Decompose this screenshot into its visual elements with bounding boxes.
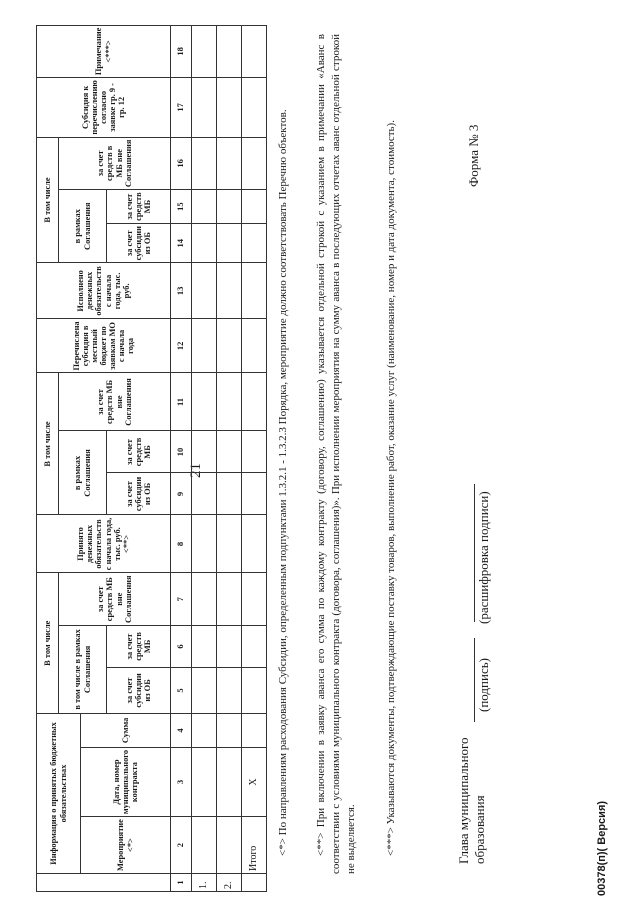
- table-cell: [192, 431, 217, 473]
- table-cell: [192, 263, 217, 319]
- column-number-row: [171, 25, 192, 891]
- mb-outside-header-16: за счет средств в МБ вне Соглашения: [59, 137, 171, 189]
- table-cell: [217, 263, 242, 319]
- signature-decode-caption: (расшифровка подписи): [476, 491, 491, 624]
- table-cell: [217, 25, 242, 78]
- table-cell: [242, 373, 267, 431]
- table-cell: [217, 78, 242, 137]
- table-cell: [217, 431, 242, 473]
- table-cell: [242, 874, 267, 892]
- table-cell: [192, 373, 217, 431]
- table-cell: [242, 263, 267, 319]
- column-number-7: 7: [171, 573, 192, 625]
- table-cell: [217, 817, 242, 874]
- executed-header: Исполнено денежных обязательств с начала года, тыс. руб.: [37, 263, 171, 319]
- table-cell: [217, 515, 242, 573]
- footnote-3: <***> Указываются документы, подтверждающие поставку товаров, выполнение работ, оказание услуг (наименование, номер и дата документа, стоимость).: [385, 120, 397, 856]
- subsidy-ob-header-9: за счет субсидии из ОБ: [107, 473, 171, 515]
- table-cell: [242, 319, 267, 373]
- column-number-10: 10: [171, 431, 192, 473]
- incl-header-14: В том числе: [37, 137, 59, 263]
- transferred-header: Перечислена субсидия в местный бюджет по заявкам МО с начала года: [37, 319, 171, 373]
- column-number-17: 17: [171, 78, 192, 137]
- event-header: Мероприятие <*>: [81, 817, 171, 874]
- column-number-12: 12: [171, 319, 192, 373]
- column-number-13: 13: [171, 263, 192, 319]
- page-number: 21: [188, 463, 204, 478]
- mb-outside-header-11: за счет средств МБ вне Соглашения: [59, 373, 171, 431]
- table-cell: [242, 573, 267, 625]
- incl-header-9: В том числе: [37, 373, 59, 515]
- table-cell: [192, 224, 217, 263]
- table-cell: [192, 319, 217, 373]
- column-number-3: 3: [171, 747, 192, 816]
- table-cell: [192, 573, 217, 625]
- table-cell: [217, 747, 242, 816]
- table-cell: [217, 224, 242, 263]
- budget-obligations-table: [36, 25, 267, 892]
- table-cell: [192, 190, 217, 224]
- note-header: Примечание <***>: [37, 25, 171, 78]
- table-cell: [217, 573, 242, 625]
- mb-outside-header-7: за счет средств МБ вне Соглашения: [59, 573, 171, 625]
- table-cell: [217, 319, 242, 373]
- table-cell: [242, 224, 267, 263]
- column-number-15: 15: [171, 190, 192, 224]
- table-cell: [192, 473, 217, 515]
- table-cell: [217, 625, 242, 667]
- total-label: Итого: [242, 817, 267, 874]
- row-number: 2.: [217, 874, 242, 892]
- column-number-14: 14: [171, 224, 192, 263]
- total-x-mark: Х: [242, 747, 267, 816]
- table-cell: [192, 713, 217, 747]
- within-agreement-header-5: в том числе в рамках Соглашения: [59, 625, 107, 713]
- table-row: [217, 25, 242, 891]
- row-number: 1.: [192, 874, 217, 892]
- accepted-header: Принято денежных обязательств с начала года, тыс. руб. <**>: [37, 515, 171, 573]
- table-cell: [192, 137, 217, 189]
- col-index-header: [37, 874, 171, 892]
- column-number-8: 8: [171, 515, 192, 573]
- table-cell: [192, 625, 217, 667]
- subsidy-ob-header-5: за счет субсидии из ОБ: [107, 667, 171, 713]
- table-cell: [192, 25, 217, 78]
- table-cell: [217, 373, 242, 431]
- mb-header-15: за счет средств МБ: [107, 190, 171, 224]
- within-agreement-header-14: в рамках Соглашения: [59, 190, 107, 263]
- footnote-2: <**> При включении в заявку аванса его сумма по каждому контракту (договору, соглашению) указывается отдельной строкой с указанием в примечании «Аванс в соответствии с условиями муниципального контракта (договора, соглашения)». При исполнении мероприятия на сумму аванса в последующих отчетах аванс отдельной строкой не выделяется.: [315, 34, 357, 874]
- signature-line: [474, 638, 475, 722]
- table-cell: [242, 713, 267, 747]
- column-number-16: 16: [171, 137, 192, 189]
- table-cell: [242, 78, 267, 137]
- signature-caption: (подпись): [476, 658, 491, 712]
- table-cell: [192, 747, 217, 816]
- mb-header-6: за счет средств МБ: [107, 625, 171, 667]
- footer-version: 00378(п)( Версия): [596, 800, 608, 896]
- mb-header-10: за счет средств МБ: [107, 431, 171, 473]
- table-row-total: [242, 25, 267, 891]
- incl-header-5: В том числе: [37, 573, 59, 713]
- table-cell: [217, 713, 242, 747]
- table-cell: [192, 515, 217, 573]
- sum-header: Сумма: [81, 713, 171, 747]
- footnote-1: <*> По направлениям расходования Субсидии, определенным подпунктами 1.3.2.1 - 1.3.2.3 Порядка, мероприятие должно соответствовать Перечню объектов.: [277, 109, 289, 856]
- contract-header: Дата, номер муниципального контракта: [81, 747, 171, 816]
- table-cell: [242, 25, 267, 78]
- signature-title: Глава муниципального образования: [456, 737, 487, 864]
- table-cell: [242, 515, 267, 573]
- subsidy-ob-header-14: за счет субсидии из ОБ: [107, 224, 171, 263]
- table-cell: [217, 190, 242, 224]
- form-label: Форма № 3: [466, 124, 481, 187]
- table-cell: [217, 137, 242, 189]
- column-number-11: 11: [171, 373, 192, 431]
- table-row: [192, 25, 217, 891]
- table-cell: [242, 667, 267, 713]
- table-cell: [242, 473, 267, 515]
- table-cell: [242, 625, 267, 667]
- table-cell: [192, 78, 217, 137]
- column-number-9: 9: [171, 473, 192, 515]
- subsidy-to-transfer-header: Субсидия к перечислению согласно заявке гр. 9 - гр. 12: [37, 78, 171, 137]
- table-cell: [242, 137, 267, 189]
- column-number-4: 4: [171, 713, 192, 747]
- signature-decode-line: [474, 484, 475, 622]
- column-number-1: 1: [171, 874, 192, 892]
- column-number-2: 2: [171, 817, 192, 874]
- info-group-header: Информация о принятых бюджетных обязательствах: [37, 713, 81, 873]
- table-cell: [242, 431, 267, 473]
- table-cell: [192, 817, 217, 874]
- table-cell: [217, 667, 242, 713]
- within-agreement-header-9: в рамках Соглашения: [59, 431, 107, 515]
- table-cell: [192, 667, 217, 713]
- column-number-6: 6: [171, 625, 192, 667]
- table-cell: [242, 190, 267, 224]
- table-cell: [217, 473, 242, 515]
- column-number-5: 5: [171, 667, 192, 713]
- column-number-18: 18: [171, 25, 192, 78]
